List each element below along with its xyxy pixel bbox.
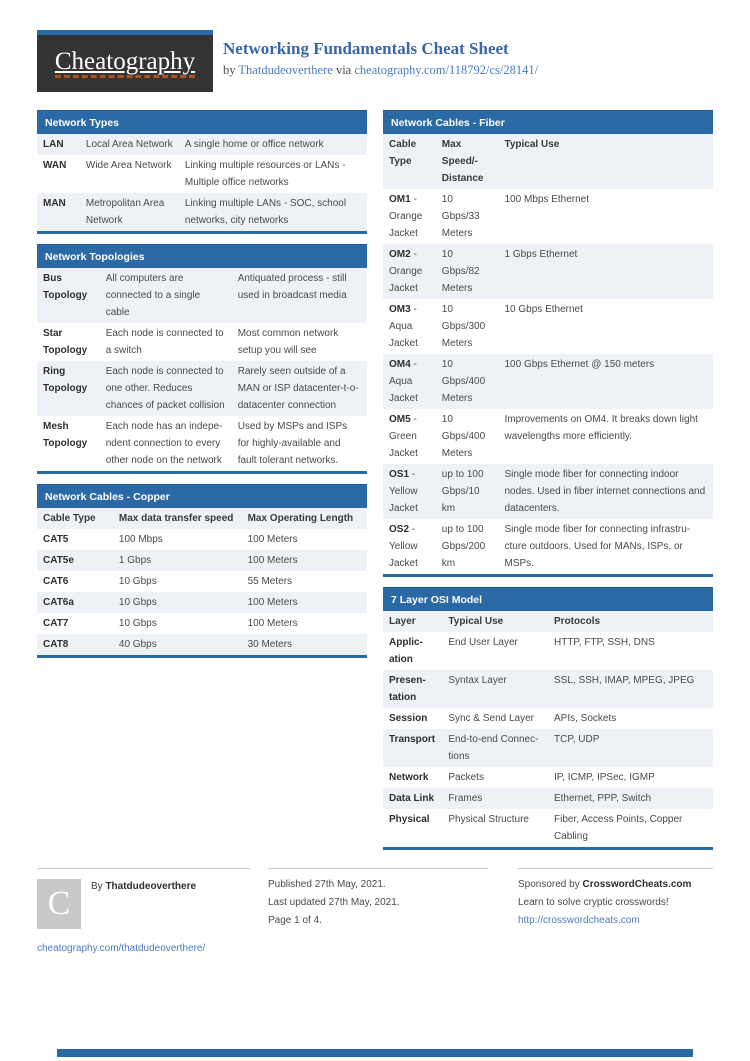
table-cell: Cable Type [389,139,417,167]
table-cell: Session [389,713,428,724]
last-updated-date: Last updated 27th May, 2021. [268,897,400,908]
page-content [37,30,713,954]
left-column [37,110,367,668]
table-cell: 10 Gbps/300 Meters [441,304,486,349]
table-cell: End User Layer [448,637,518,648]
table-cell: A single home or office network [184,139,324,150]
cheatography-logo[interactable] [37,30,213,92]
table-network-cables-fiber [383,110,713,577]
table-cell: OM2 - Orange Jacket [389,249,423,294]
table-cell: Metropolitan Area Network [85,198,165,226]
table-cell: OS1 - Yellow Jacket [389,469,418,514]
table-title: 7 Layer OSI Model [383,587,713,611]
table-row [383,611,713,632]
table-cell: Used by MSPs and ISPs for highly-available and fault tolerant networks. [237,421,348,466]
table-cell: 10 Gbps [118,576,157,587]
page-header [37,30,713,92]
table-title: Network Topologies [37,244,367,268]
table-cell: Presen-tation [389,675,426,703]
table-cell: CAT5e [43,555,74,566]
table-cell: Typical Use [448,616,504,627]
table-cell: Max Operating Length [247,513,354,524]
table-cell: Wide Area Network [85,160,172,171]
table-row [37,193,367,231]
table-row [383,670,713,708]
table-row [383,632,713,670]
table-row [37,529,367,550]
sponsor-name: CrosswordCheats.com [582,879,692,890]
table-cell: Antiquated process - still used in broadcast media [237,273,347,301]
table-row [37,361,367,416]
table-cell: 10 Gbps/400 Meters [441,359,486,404]
table-row [383,354,713,409]
table-cell: CAT6a [43,597,74,608]
sponsor-line [518,879,713,890]
footer-author-block [37,868,250,954]
table-cell: up to 100 Gbps/10 km [441,469,484,514]
table-title: Network Types [37,110,367,134]
table-cell: Physical Structure [448,814,529,825]
sponsor-prefix: Sponsored by [518,879,580,890]
footer-by-line [91,879,196,929]
footer-publish-block [268,868,488,954]
table-cell: CAT7 [43,618,69,629]
table-cell: up to 100 Gbps/200 km [441,524,486,569]
table-cell: 10 Gbps [118,618,157,629]
cheatography-c-logo: C [37,879,81,929]
table-cell: CAT6 [43,576,69,587]
table-cell: Frames [448,793,483,804]
table-cell: MAN [43,198,66,209]
source-link[interactable]: cheatography.com/118792/cs/28141/ [354,63,539,77]
table-cell: Syntax Layer [448,675,507,686]
table-cell: Ethernet, PPP, Switch [553,793,652,804]
table-cell: 10 Gbps/33 Meters [441,194,480,239]
table-cell: Most common network setup you will see [237,328,339,356]
table-cell: SSL, SSH, IMAP, MPEG, JPEG [553,675,695,686]
footer-sponsor-block [518,868,713,954]
table-cell: Fiber, Access Points, Copper Cabling [553,814,683,842]
table-osi-model [383,587,713,850]
table-row [37,634,367,655]
table-cell: 55 Meters [247,576,293,587]
table-cell: Physical [389,814,430,825]
table-cell: OM1 - Orange Jacket [389,194,423,239]
table-cell: 1 Gbps [118,555,152,566]
table-title: Network Cables - Fiber [383,110,713,134]
table-title: Network Cables - Copper [37,484,367,508]
published-date: Published 27th May, 2021. [268,879,386,890]
table-network-types [37,110,367,234]
table-cell: 100 Meters [247,597,298,608]
table-cell: Single mode fiber for connecting indoor nodes. Used in fiber internet connections and datacenters. [504,469,706,514]
table-cell: Linking multiple resources or LANs - Multiple office networks [184,160,346,188]
table-cell: 10 Gbps/400 Meters [441,414,486,459]
table-row [383,519,713,574]
table-cell: Typical Use [504,139,560,150]
page-number: Page 1 of 4. [268,915,322,926]
table-cell: Local Area Network [85,139,173,150]
table-cell: Cable Type [43,513,96,524]
table-row [383,409,713,464]
table-cell: Each node is connected to a switch [105,328,224,356]
table-cell: 1 Gbps Ethernet [504,249,578,260]
table-cell: 10 Gbps Ethernet [504,304,583,315]
table-cell: 100 Mbps Ethernet [504,194,589,205]
profile-link[interactable]: cheatography.com/thatdudeoverthere/ [37,943,206,954]
table-row [383,788,713,809]
table-network-topologies [37,244,367,474]
byline-via: via [335,63,352,77]
table-cell: Transport [389,734,436,745]
table-row [383,134,713,189]
table-cell: HTTP, FTP, SSH, DNS [553,637,655,648]
table-columns [37,110,713,860]
table-cell: Packets [448,772,484,783]
right-column [383,110,713,860]
table-cell: 100 Meters [247,534,298,545]
table-cell: Max data transfer speed [118,513,234,524]
table-cell: 100 Meters [247,618,298,629]
table-cell: Rarely seen outside of a MAN or ISP datacenter-t-o-datacenter connection [237,366,359,411]
table-row [383,464,713,519]
table-cell: CAT8 [43,639,69,650]
table-cell: Single mode fiber for connecting infrastru-cture outdoors. Used for MANs, ISPs, or MSPs. [504,524,691,569]
table-cell: 30 Meters [247,639,293,650]
table-cell: Mesh Topology [43,421,88,449]
footer-author-name: Thatdudeoverthere [105,881,197,892]
byline [223,63,538,78]
table-network-cables-copper [37,484,367,658]
table-row [37,571,367,592]
table-row [37,592,367,613]
table-cell: CAT5 [43,534,69,545]
table-row [37,416,367,471]
table-cell: Data Link [389,793,435,804]
sponsor-link[interactable]: http://crosswordcheats.com [518,915,640,926]
table-cell: 100 Mbps [118,534,163,545]
table-row [37,550,367,571]
table-cell: Ring Topology [43,366,88,394]
table-cell: Applic-ation [389,637,423,665]
table-row [383,299,713,354]
table-row [37,268,367,323]
page-title: Networking Fundamentals Cheat Sheet [223,39,509,58]
table-row [37,613,367,634]
table-row [37,155,367,193]
sponsor-tagline: Learn to solve cryptic crosswords! [518,897,669,908]
table-cell: LAN [43,139,64,150]
table-cell: 10 Gbps/82 Meters [441,249,480,294]
table-cell: 100 Gbps Ethernet @ 150 meters [504,359,655,370]
page-footer [37,868,713,954]
page-bottom-bar [57,1049,693,1057]
table-cell: WAN [43,160,67,171]
table-cell: 10 Gbps [118,597,157,608]
table-row [383,244,713,299]
footer-by-prefix: By [91,881,103,892]
table-row [37,134,367,155]
table-cell: Network [389,772,429,783]
table-cell: Each node has an indepe-ndent connection to every other node on the network [105,421,223,466]
table-cell: Improvements on OM4. It breaks down light wavelengths more efficiently. [504,414,698,442]
table-cell: Protocols [553,616,601,627]
table-row [383,729,713,767]
table-cell: TCP, UDP [553,734,600,745]
table-row [37,323,367,361]
title-block [223,30,538,92]
table-cell: Bus Topology [43,273,88,301]
table-cell: Star Topology [43,328,88,356]
table-cell: Sync & Send Layer [448,713,534,724]
table-cell: 100 Meters [247,555,298,566]
table-cell: APIs, Sockets [553,713,617,724]
table-cell: OM4 - Aqua Jacket [389,359,418,404]
table-cell: Linking multiple LANs - SOC, school networks, city networks [184,198,347,226]
table-cell: End-to-end Connec-tions [448,734,539,762]
table-cell: Each node is connected to one other. Reduces chances of packet collision [105,366,225,411]
table-cell: Layer [389,616,416,627]
author-link[interactable]: Thatdudeoverthere [238,63,333,77]
table-cell: OS2 - Yellow Jacket [389,524,418,569]
table-row [383,189,713,244]
byline-prefix: by [223,63,236,77]
table-row [383,708,713,729]
table-cell: OM3 - Aqua Jacket [389,304,418,349]
table-cell: All computers are connected to a single cable [105,273,201,318]
table-row [37,508,367,529]
cheatography-logo-text: Cheatography [55,49,195,78]
table-row [383,767,713,788]
table-cell: 40 Gbps [118,639,157,650]
table-cell: Max Speed/- Distance [441,139,484,184]
table-cell: OM5 - Green Jacket [389,414,418,459]
table-row [383,809,713,847]
table-cell: IP, ICMP, IPSec, IGMP [553,772,655,783]
